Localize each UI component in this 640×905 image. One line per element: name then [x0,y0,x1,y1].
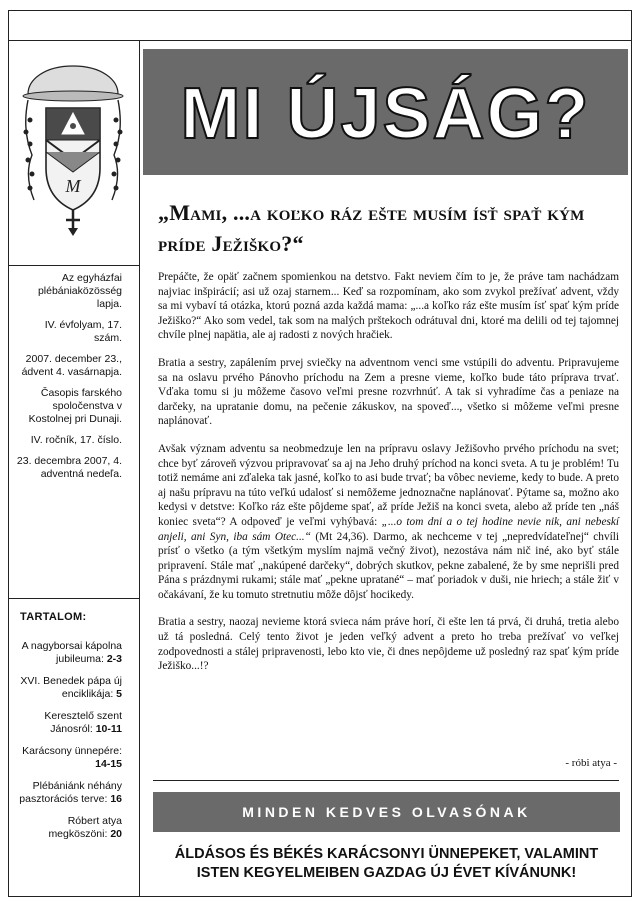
svg-text:M: M [65,176,81,196]
banner-text: MINDEN KEDVES OLVASÓNAK [242,804,531,820]
toc-item[interactable] [14,640,122,666]
toc-item-pages: 14-15 [95,758,122,770]
toc-item-pages: 10-11 [95,723,122,735]
masthead [143,49,628,175]
coat-of-arms-icon [14,60,132,240]
bible-quote: „...o tom dni a o tej hodine nevie nik, ani nebeskí anjeli, ani Syn, iba sám Otec...“ [158,515,620,543]
article-body [158,270,619,687]
info-line: 23. decembra 2007, 4. adventná nedeľa. [16,455,122,480]
toc-item-pages: 16 [110,793,122,805]
main-rule [153,780,619,781]
sidebar-rule-2 [8,598,139,599]
article-paragraph: Bratia a sestry, zapálením prvej sviečky na adventnom venci sme vstúpili do adventu. Pripravujeme sa na oslavu prvého Pánovho príchodu na Zem a presne vieme, koľko bude táto príprava trvať. Vďaka tomu si ju môžeme časovo veľmi presne rozvrhnúť. A tak si vyhradíme čas a peniaze na darčeky, na upratanie domu, na pečenie zákuskov, na spoveď..., všetko si môžeme veľmi presne naplánovať. [158,356,619,428]
toc-item-pages: 20 [110,828,122,840]
table-of-contents [14,640,122,850]
info-line: Časopis farského spoločenstva v Kostolnej pri Dunaji. [28,387,122,425]
paragraph-text: (Mt 24,36). Darmo, ak nechceme v tej „nepredvídateľnej“ chvíli prísť o všetko (a tým všetkým myslím najmä večný život), nezostáva nám nič iné, ako byť stále pripravení. Stále mať „nakúpené darčeky“, dobrých skutkov, pekne zabalené, že by sme neprišli pred Pána s prázdnymi rukami; stále mať „pekne upratané“ – mať poriadok v duši, nie hriech; a stále žiť v očakávaní, že ku tomuto stretnutiu môže dôjsť hocikedy. [158,530,620,601]
toc-item[interactable] [14,675,122,701]
toc-item-label: Keresztelő szent Jánosról: [44,710,122,735]
toc-title: TARTALOM: [20,611,87,623]
toc-item-label: XVI. Benedek pápa új enciklikája: [20,675,122,700]
toc-item-label: Róbert atya megköszöni: [48,815,122,840]
column-divider [139,40,140,897]
toc-item[interactable] [14,745,122,771]
masthead-band [150,56,621,168]
article-headline: „Mami, ...a koľko ráz ešte musím ísť spať kým príde Ježiško?“ [158,200,585,256]
toc-item[interactable] [14,780,122,806]
toc-item-label: A nagyborsai kápolna jubileuma: [21,640,122,665]
masthead-title: MI ÚJSÁG? [180,74,591,154]
toc-item-label: Karácsony ünnepére: [22,745,122,757]
signature: - róbi atya - [565,757,617,769]
toc-item-pages: 2-3 [106,653,122,665]
paragraph-text: Avšak význam adventu sa neobmedzuje len na prípravu oslavy Ježišovho prvého príchodu na svet; chce byť zároveň výzvou pripravovať sa aj na Jeho druhý príchod na konci sveta. A tu je problém! Tu totiž nemáme ani zďaleka tak jasné, koľko to asi bude trvať; ba vôbec nevieme, kedy to bude. A preto aj našu prípravu na túto veľkú udalosť si nemôžeme jednoznačne naplánovať. Pýtame sa, možno ako kedysi v detstve: Koľko ráz ešte pôjdeme spať, až príde Ježiš na konci sveta, alebo až príde ten „náš koniec sveta“? A odpoveď je veľmi vyhýbavá: [158,442,619,528]
info-line: IV. ročník, 17. číslo. [30,434,122,446]
toc-item-label: Plébániánk néhány pasztorációs terve: [19,780,122,805]
toc-item[interactable] [14,815,122,841]
toc-item-pages: 5 [116,688,122,700]
christmas-greeting: ÁLDÁSOS ÉS BÉKÉS KARÁCSONYI ÜNNEPEKET, VALAMINT ISTEN KEGYELMEIBEN GAZDAG ÚJ ÉVET KÍVÁNUNK! [174,846,599,881]
article-paragraph: Prepáčte, že opäť začnem spomienkou na detstvo. Fakt neviem čím to je, že práve tam nachádzam najviac inšpirácií; asi už ozaj starnem... Keď sa rozpomínam, ako som zvykol prežívať advent, vždy sa mi vybaví tá otázka, ktorú pozná azda každá mama: „...a koľko ráz ešte musím ísť spať kým príde Ježiško?“ Ako som vedel, tak som na malých prštekoch odrátuval dni, ktoré ma delili od tej tajomnej chvíle plnej napätia, ale aj radosti z nových hračiek. [158,271,619,342]
toc-item[interactable] [14,710,122,736]
info-line: Az egyházfai plébániaközösség lapja. [37,272,122,310]
info-line: IV. évfolyam, 17. szám. [44,319,122,344]
info-line: 2007. december 23., ádvent 4. vasárnapja. [21,353,122,378]
issue-info [14,272,122,489]
top-rule [8,40,632,41]
greeting-banner [153,792,620,832]
sidebar-rule-1 [8,265,139,266]
article-paragraph [158,442,619,603]
article-paragraph: Bratia a sestry, naozaj nevieme ktorá svieca nám práve horí, či ešte len tá prvá, či druhá, tretia alebo už tá posledná. Celý tento život je jeden veľký advent a preto ho treba prežívať vo veľkej zodpovednosti a stálej pripravenosti, lebo kto vie, či dnes nepôjdeme už posledný raz spať kým príde Ježiško...!? [158,616,619,673]
